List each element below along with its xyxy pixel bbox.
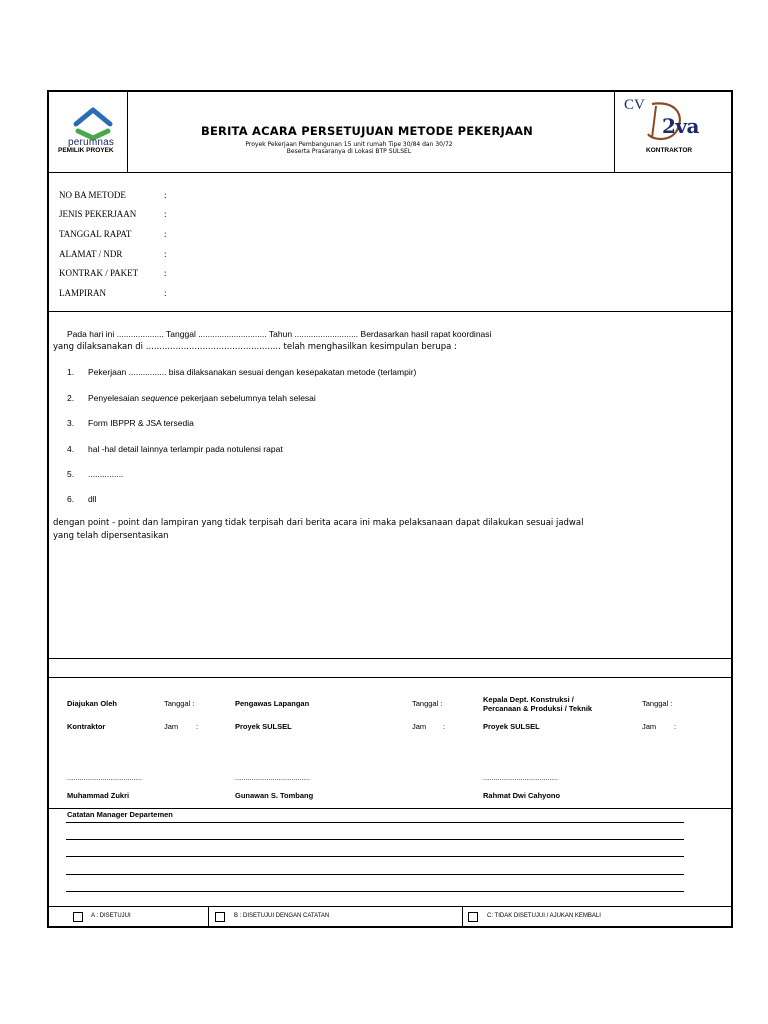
note-line[interactable]	[66, 891, 684, 892]
item-number: 5.	[67, 469, 75, 479]
item-text: hal -hal detail lainnya terlampir pada notulensi rapat	[88, 444, 283, 454]
fields-divider	[47, 311, 733, 312]
field-label-lampiran: LAMPIRAN	[59, 288, 107, 298]
item-number: 4.	[67, 444, 75, 454]
approval-checkbox-approved-with-notes[interactable]	[215, 912, 225, 922]
signature-role-3-line2: Percanaan & Produksi / Teknik	[483, 704, 593, 713]
approval-label-approved-with-notes: B : DISETUJUI DENGAN CATATAN	[234, 913, 330, 919]
field-label-alamat-ndr: ALAMAT / NDR	[59, 249, 123, 259]
item-text-post: pekerjaan sebelumnya telah selesai	[178, 393, 316, 403]
contractor-label: KONTRAKTOR	[646, 147, 693, 154]
approval-divider-1	[208, 906, 209, 928]
item-text	[88, 393, 316, 403]
signature-org-2: Proyek SULSEL	[235, 722, 292, 731]
item-text-emphasis: sequence	[141, 393, 179, 403]
item-text: ...............	[88, 469, 124, 479]
time-colon-3: :	[674, 722, 677, 731]
intro-line-1: Pada hari ini .................... Tanggal ............................. Tahun ........................... Berdasarkan hasil rapat koordinasi	[67, 329, 492, 339]
owner-label: PEMILIK PROYEK	[58, 147, 114, 154]
item-number: 6.	[67, 494, 75, 504]
field-colon: :	[164, 229, 167, 239]
approval-label-approved: A : DISETUJUI	[91, 913, 131, 919]
note-line[interactable]	[66, 822, 684, 823]
field-label-jenis-pekerjaan: JENIS PEKERJAAN	[59, 209, 137, 219]
notes-divider	[47, 808, 733, 809]
notes-label: Catatan Manager Departemen	[67, 810, 173, 819]
signature-org-1: Kontraktor	[67, 722, 106, 731]
approval-divider	[47, 906, 733, 907]
field-label-no-ba-metode: NO BA METODE	[59, 190, 126, 200]
header-left-divider	[127, 90, 128, 172]
item-number: 2.	[67, 393, 75, 403]
field-colon: :	[164, 288, 167, 298]
approval-checkbox-approved[interactable]	[73, 912, 83, 922]
item-text-pre: Penyelesaian	[88, 393, 142, 403]
date-label-1: Tanggal :	[164, 699, 195, 708]
field-colon: :	[164, 268, 167, 278]
document-title: BERITA ACARA PERSETUJUAN METODE PEKERJAAN	[201, 124, 533, 138]
field-label-tanggal-rapat: TANGGAL RAPAT	[59, 229, 132, 239]
field-colon: :	[164, 209, 167, 219]
closing-line-1: dengan point - point dan lampiran yang tidak terpisah dari berita acara ini maka pelaksanaan dapat dilakukan sesuai jadwal	[53, 518, 584, 528]
signature-line-2: ....................................	[235, 773, 311, 782]
signatory-name-1: Muhammad Zukri	[67, 791, 130, 800]
field-label-kontrak-paket: KONTRAK / PAKET	[59, 268, 139, 278]
header-divider	[47, 172, 733, 173]
note-line[interactable]	[66, 874, 684, 875]
body-divider	[47, 658, 733, 659]
time-colon-1: :	[196, 722, 199, 731]
contractor-logo-name: 2va	[662, 114, 699, 138]
signature-role-3-line1: Kepala Dept. Konstruksi /	[483, 695, 574, 704]
signature-role-2: Pengawas Lapangan	[235, 699, 310, 708]
contractor-logo-prefix: CV	[624, 97, 645, 113]
form-frame	[47, 90, 733, 928]
item-number: 3.	[67, 418, 75, 428]
time-label-2: Jam	[412, 722, 427, 731]
item-number: 1.	[67, 367, 75, 377]
item-text: Form IBPPR & JSA tersedia	[88, 418, 194, 428]
time-label-3: Jam	[642, 722, 657, 731]
signature-line-3: ....................................	[483, 773, 559, 782]
date-label-2: Tanggal :	[412, 699, 443, 708]
closing-line-2: yang telah dipersentasikan	[53, 531, 169, 541]
field-colon: :	[164, 249, 167, 259]
field-colon: :	[164, 190, 167, 200]
approval-checkbox-rejected[interactable]	[468, 912, 478, 922]
perumnas-logo-text: perumnas	[68, 137, 115, 148]
time-colon-2: :	[443, 722, 446, 731]
approval-divider-2	[462, 906, 463, 928]
header-right-divider	[614, 90, 615, 172]
date-label-3: Tanggal :	[642, 699, 673, 708]
signature-top-divider	[47, 677, 733, 678]
approval-label-rejected: C: TIDAK DISETUJUI / AJUKAN KEMBALI	[487, 913, 601, 919]
note-line[interactable]	[66, 839, 684, 840]
document-subtitle-line2: Beserta Prasaranya di Lokasi BTP SULSEL	[286, 148, 412, 155]
item-text: Pekerjaan ................ bisa dilaksanakan sesuai dengan kesepakatan metode (terlampir)	[88, 367, 417, 377]
signatory-name-2: Gunawan S. Tombang	[235, 791, 314, 800]
note-line[interactable]	[66, 856, 684, 857]
signature-role-1: Diajukan Oleh	[67, 699, 118, 708]
document-subtitle-line1: Proyek Pekerjaan Pembangunan 15 unit rumah Tipe 30/84 dan 30/72	[245, 141, 453, 148]
signatory-name-3: Rahmat Dwi Cahyono	[483, 791, 561, 800]
signature-line-1: ....................................	[67, 773, 143, 782]
item-text: dll	[88, 494, 97, 504]
time-label-1: Jam	[164, 722, 179, 731]
intro-line-2: yang dilaksanakan di .................................................. telah menghasilkan kesimpulan berupa :	[53, 342, 457, 352]
signature-org-3: Proyek SULSEL	[483, 722, 540, 731]
